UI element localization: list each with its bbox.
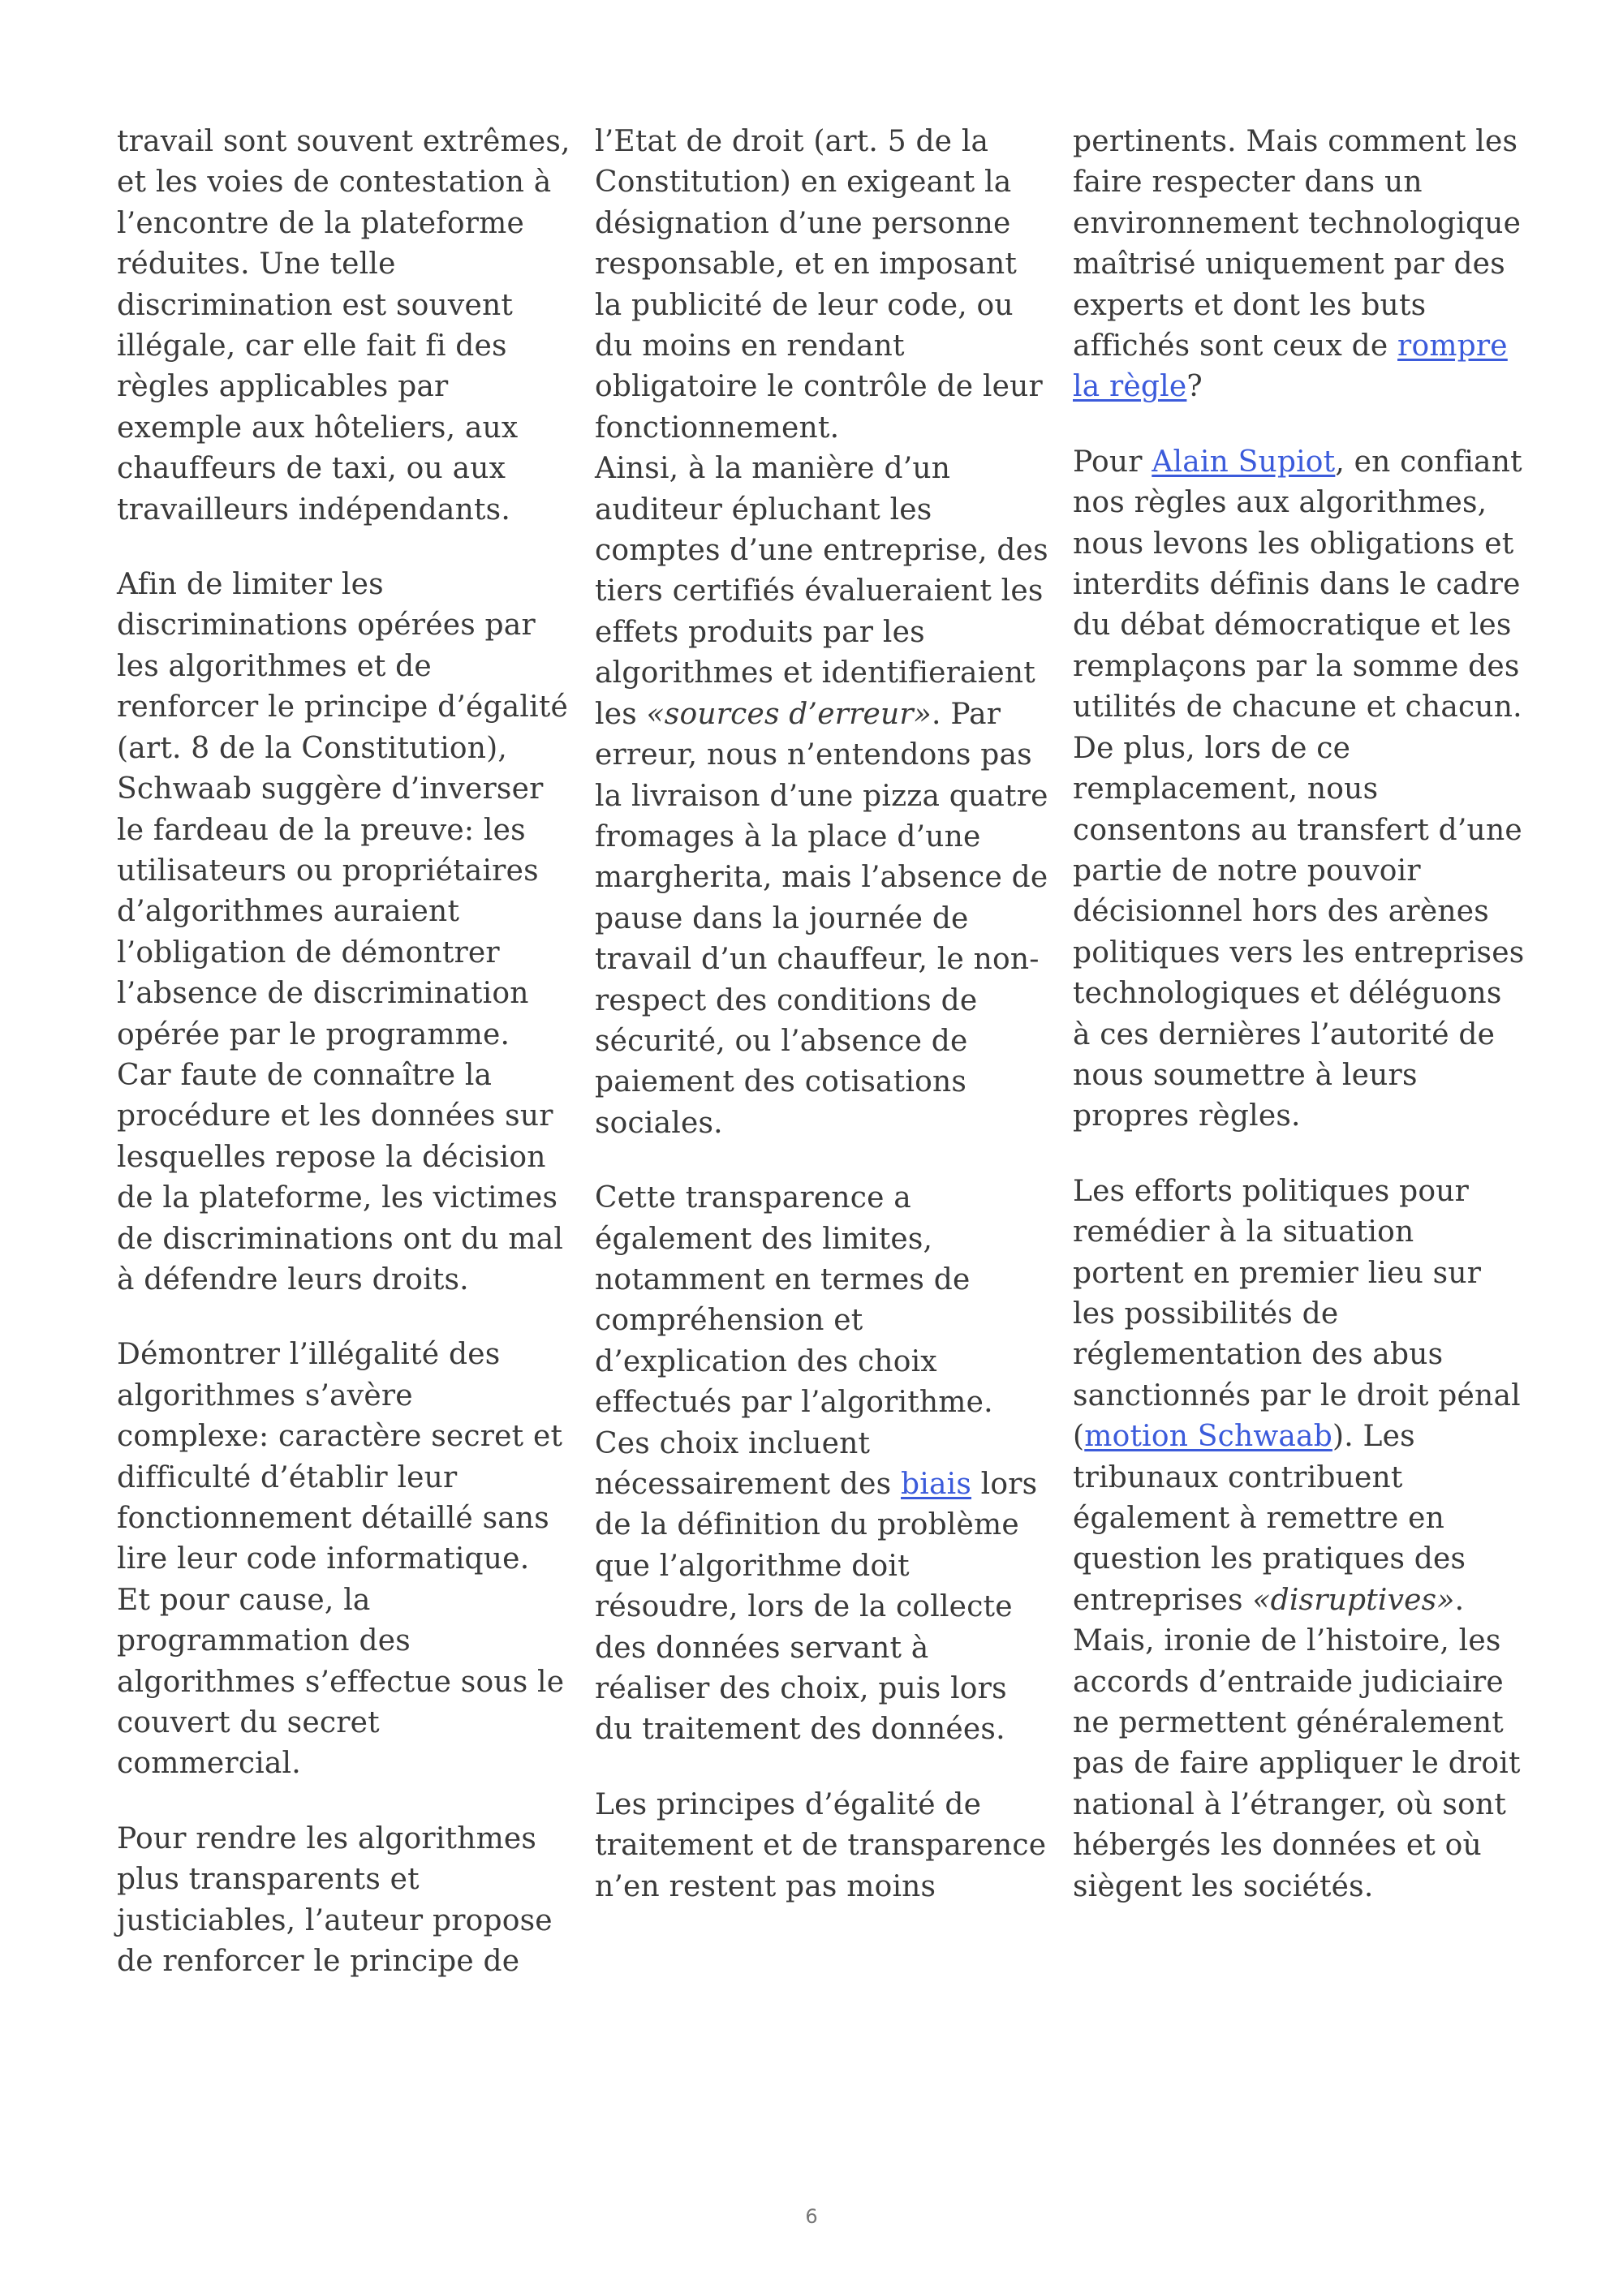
paragraph [1073,122,1527,408]
paragraph-text: . Mais, ironie de l’histoire, les accords d’entraide judiciaire ne permettent généralement pas de faire appliquer le droit national à l’étranger, où sont hébergés les données et où siègent les sociétés. [1073,1583,1521,1903]
paragraph-text: Ainsi, à la manière d’un auditeur épluchant les comptes d’une entreprise, des tiers certifiés évalueraient les effets produits par les algorithmes et identifieraient les [595,452,1048,731]
paragraph: travail sont souvent extrêmes, et les voies de contestation à l’encontre de la plateforme réduites. Une telle discrimination est souvent illégale, car elle fait fi des règles applicables par exemple aux hôteliers, aux chauffeurs de taxi, ou aux travailleurs indépendants. [117,125,570,527]
paragraph: Les principes d’égalité de traitement et de transparence n’en restent pas moins [595,1787,1047,1903]
link-rompre-la-regle[interactable]: rompre la règle [1073,329,1508,404]
quoted-term: «sources d’erreur» [646,697,932,731]
paragraph: Afin de limiter les discriminations opérées par les algorithmes et de renforcer le principe d’égalité (art. 8 de la Constitution), Schwaab suggère d’inverser le fardeau de la preuve: les utilisateurs ou propriétaires d’algorithmes auraient l’obligation de démontrer l’absence de discrimination opérée par le programme. Car faute de connaître la procédure et les données sur lesquelles repose la décision de la plateforme, les victimes de discriminations ont du mal à défendre leurs droits. [117,568,569,1296]
paragraph-text: Les efforts politiques pour remédier à la situation portent en premier lieu sur les possibilités de réglementation des abus sanctionnés par le droit pénal ( [1073,1174,1521,1454]
link-motion-schwaab[interactable]: motion Schwaab [1084,1420,1332,1454]
paragraph [1073,442,1527,1137]
paragraph-text: ). Les tribunaux contribuent également à remettre en question les pratiques des entreprises [1073,1420,1466,1617]
page-number: 6 [805,2205,818,2228]
text-column-3 [1073,122,1527,1941]
paragraph-text: Pour [1073,445,1152,479]
paragraph: Démontrer l’illégalité des algorithmes s’avère complexe: caractère secret et difficulté d’établir leur fonctionnement détaillé sans lire leur code informatique. Et pour cause, la programmation des algorithmes s’effectue sous le couvert du secret commercial. [117,1338,565,1781]
quoted-term: «disruptives» [1252,1583,1455,1617]
paragraph: l’Etat de droit (art. 5 de la Constitution) en exigeant la désignation d’une personne responsable, et en imposant la publicité de leur code, ou du moins en rendant obligatoire le contrôle de leur fonctionnement. [595,125,1043,445]
paragraph-text: , en confiant nos règles aux algorithmes, nous levons les obligations et interdits définis dans le cadre du débat démocratique et les remplaçons par la somme des utilités de chacune et chacun. De plus, lors de ce remplacement, nous consentons au transfert d’une partie de notre pouvoir décisionnel hors des arènes politiques vers les entreprises technologiques et déléguons à ces dernières l’autorité de nous soumettre à leurs propres règles. [1073,445,1525,1133]
paragraph [595,1178,1049,1751]
paragraph-text: . Par erreur, nous n’entendons pas la livraison d’une pizza quatre fromages à la place d’une margherita, mais l’absence de pause dans la journée de travail d’un chauffeur, le non-respect des conditions de sécurité, ou l’absence de paiement des cotisations sociales. [595,697,1048,1140]
paragraph [1073,1172,1527,1907]
link-alain-supiot[interactable]: Alain Supiot [1152,445,1336,479]
paragraph-text: lors de la définition du problème que l’algorithme doit résoudre, lors de la collecte des données servant à réaliser des choix, puis lors du traitement des données. [595,1468,1038,1747]
paragraph-text: Cette transparence a également des limites, notamment en termes de compréhension et d’explication des choix effectués par l’algorithme. Ces choix incluent nécessairement des [595,1181,993,1501]
text-column-2 [595,122,1049,1941]
paragraph [595,449,1049,1144]
paragraph-text: ? [1186,370,1203,404]
text-column-1 [117,122,571,2016]
paragraph: Pour rendre les algorithmes plus transparents et justiciables, l’auteur propose de renforcer le principe de [117,1821,553,1979]
paragraph-text: pertinents. Mais comment les faire respecter dans un environnement technologique maîtrisé uniquement par des experts et dont les buts affichés sont ceux de [1073,125,1522,363]
link-biais[interactable]: biais [901,1468,972,1501]
